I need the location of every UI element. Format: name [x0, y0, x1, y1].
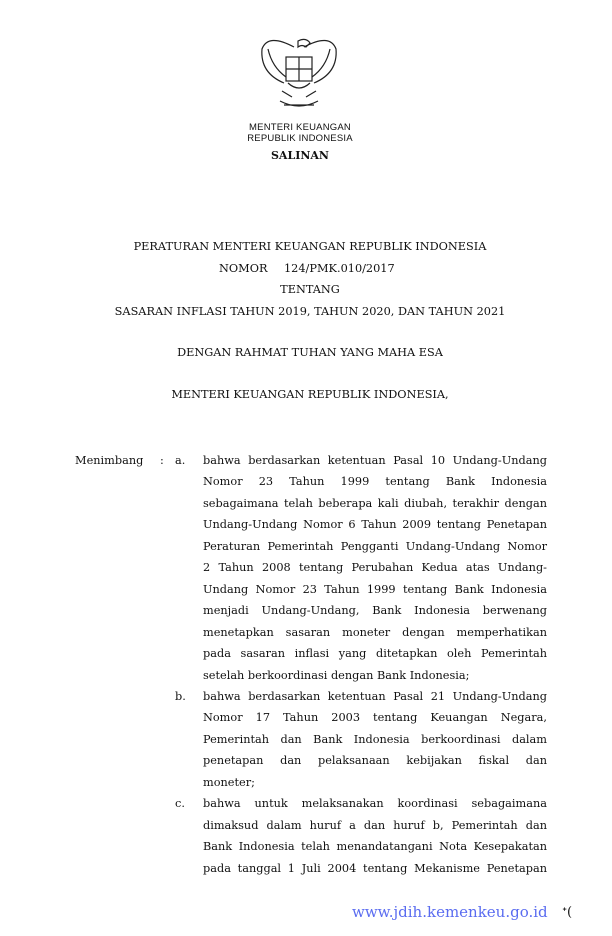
item-line: menetapkan sasaran moneter dengan memperhatikan — [203, 625, 547, 639]
item-line: Undang Nomor 23 Tahun 1999 tentang Bank Indonesia — [203, 582, 547, 596]
authority: MENTERI KEUANGAN REPUBLIK INDONESIA, — [171, 388, 449, 401]
item-line: sebagaimana telah beberapa kali diubah, terakhir dengan — [203, 496, 547, 510]
item-line: bahwa berdasarkan ketentuan Pasal 21 Undang-Undang — [203, 689, 547, 703]
tentang-label: TENTANG — [280, 283, 340, 296]
nomor-value: 124/PMK.010/2017 — [284, 262, 395, 275]
section-colon: : — [160, 454, 164, 467]
garuda-emblem-icon — [258, 33, 340, 113]
section-label: Menimbang — [75, 454, 144, 467]
item-line: menjadi Undang-Undang, Bank Indonesia berwenang — [203, 604, 547, 618]
item-line: dimaksud dalam huruf a dan huruf b, Pemerintah dan — [203, 818, 547, 832]
item-line: Pemerintah dan Bank Indonesia berkoordinasi dalam — [203, 732, 547, 746]
copy-label: SALINAN — [270, 149, 329, 162]
nomor-label: NOMOR — [219, 262, 268, 275]
regulation-title: PERATURAN MENTERI KEUANGAN REPUBLIK INDONESIA — [133, 240, 487, 253]
item-line: Nomor 17 Tahun 2003 tentang Keuangan Negara, — [203, 711, 547, 725]
jdih-link[interactable]: www.jdih.kemenkeu.go.id — [352, 903, 548, 921]
item-marker: b. — [175, 689, 186, 703]
letterhead-line2: REPUBLIK INDONESIA — [247, 133, 353, 144]
item-line: penetapan dan pelaksanaan kebijakan fiskal dan — [203, 754, 547, 768]
item-line: setelah berkoordinasi dengan Bank Indonesia; — [203, 668, 470, 682]
item-line: Peraturan Pemerintah Pengganti Undang-Undang Nomor — [203, 539, 547, 553]
item-line: Bank Indonesia telah menandatangani Nota Kesepakatan — [203, 840, 547, 854]
letterhead-line1: MENTERI KEUANGAN — [249, 122, 351, 133]
item-line: bahwa untuk melaksanakan koordinasi sebagaimana — [203, 797, 547, 811]
item-line: 2 Tahun 2008 tentang Perubahan Kedua atas Undang- — [203, 561, 547, 575]
item-marker: c. — [175, 797, 185, 811]
item-line: pada tanggal 1 Juli 2004 tentang Mekanisme Penetapan — [203, 861, 547, 875]
regulation-subject: SASARAN INFLASI TAHUN 2019, TAHUN 2020, DAN TAHUN 2021 — [114, 305, 506, 318]
item-line: Nomor 23 Tahun 1999 tentang Bank Indonesia — [203, 475, 547, 489]
preamble: DENGAN RAHMAT TUHAN YANG MAHA ESA — [177, 346, 443, 359]
item-line: Undang-Undang Nomor 6 Tahun 2009 tentang Penetapan — [203, 518, 547, 532]
item-line: moneter; — [203, 775, 255, 789]
handwritten-mark: ᕀ( — [562, 905, 573, 920]
item-line: pada sasaran inflasi yang ditetapkan oleh Pemerintah — [203, 647, 547, 661]
item-line: bahwa berdasarkan ketentuan Pasal 10 Undang-Undang — [203, 454, 547, 467]
item-marker: a. — [175, 454, 186, 467]
